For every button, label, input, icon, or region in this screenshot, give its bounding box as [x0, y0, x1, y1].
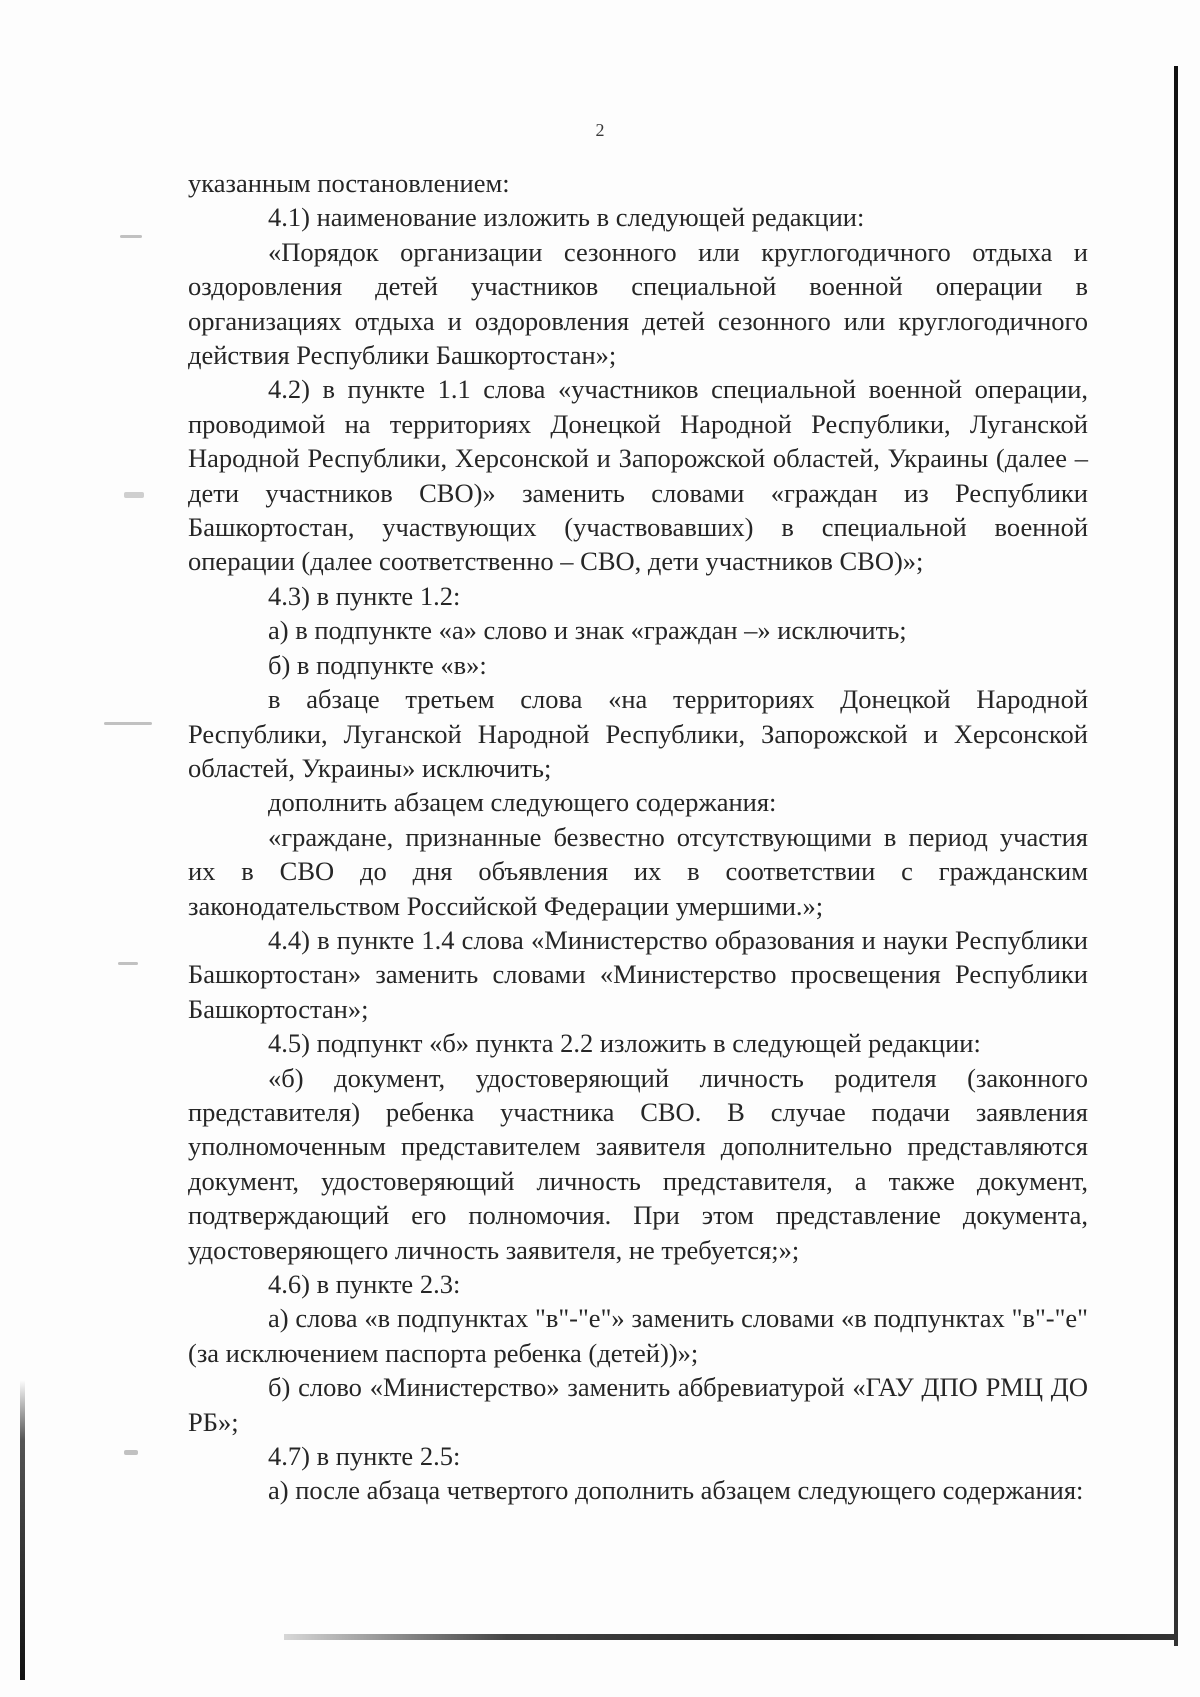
paragraph: а) после абзаца четвертого дополнить абзацем следующего содержания: — [268, 1475, 1084, 1506]
paragraph: «граждане, признанные безвестно отсутствующими в период участия их в СВО до дня объявления их в соответствии с гражданским законодательством Российской Федерации умершими.»; — [188, 821, 1088, 921]
paragraph: 4.2) в пункте 1.1 слова «участников специальной военной операции, проводимой на территориях Донецкой Народной Республики, Луганской Народной Республики, Херсонской и Запорожской областей, Украины (далее – дети участников СВО)» заменить словами «граждан из Республики Башкортостан, участвующих (участвовавших) в специальной военной операции (далее соответственно – СВО, дети участников СВО)»; — [188, 374, 1088, 577]
paragraph: 4.4) в пункте 1.4 слова «Министерство образования и науки Республики Башкортостан» заменить словами «Министерство просвещения Республики Башкортостан»; — [188, 924, 1088, 1024]
scan-smudge — [124, 1450, 138, 1455]
paragraph: 4.3) в пункте 1.2: — [268, 580, 461, 611]
scan-smudge — [118, 962, 138, 965]
paragraph: «Порядок организации сезонного или круглогодичного отдыха и оздоровления детей участников специальной военной операции в организациях отдыха и оздоровления детей сезонного или круглогодичного действия Республики Башкортостан»; — [188, 236, 1088, 371]
scan-edge-right — [1174, 66, 1178, 1646]
scan-smudge — [104, 722, 152, 725]
paragraph: б) в подпункте «в»: — [268, 649, 487, 680]
scan-smudge — [120, 235, 142, 238]
paragraph: в абзаце третьем слова «на территориях Донецкой Народной Республики, Луганской Народной Республики, Запорожской и Херсонской областей, Украины» исключить; — [188, 684, 1088, 783]
paragraph: б) слово «Министерство» заменить аббревиатурой «ГАУ ДПО РМЦ ДО РБ»; — [188, 1372, 1088, 1437]
paragraph: указанным постановлением: — [188, 168, 510, 198]
scan-smudge — [124, 492, 144, 498]
paragraph: 4.6) в пункте 2.3: — [268, 1269, 461, 1299]
paragraph: 4.7) в пункте 2.5: — [268, 1441, 461, 1472]
paragraph: а) в подпункте «а» слово и знак «граждан –» исключить; — [268, 615, 907, 646]
paragraph: дополнить абзацем следующего содержания: — [268, 787, 777, 818]
document-body — [188, 166, 1088, 1508]
paragraph: 4.1) наименование изложить в следующей редакции: — [268, 202, 865, 233]
page-number: 2 — [595, 120, 605, 140]
paragraph: 4.5) подпункт «б» пункта 2.2 изложить в следующей редакции: — [268, 1028, 981, 1059]
scan-edge-left — [20, 1380, 25, 1680]
paragraph: а) слова «в подпунктах "в"-"е"» заменить словами «в подпунктах "в"-"е" (за исключением паспорта ребенка (детей))»; — [188, 1303, 1088, 1368]
paragraph: «б) документ, удостоверяющий личность родителя (законного представителя) ребенка участника СВО. В случае подачи заявления уполномоченным представителем заявителя дополнительно представляются документ, удостоверяющий личность представителя, а также документ, подтверждающий его полномочия. При этом представление документа, удостоверяющего личность заявителя, не требуется;»; — [188, 1062, 1088, 1265]
scan-edge-bottom — [284, 1634, 1176, 1640]
